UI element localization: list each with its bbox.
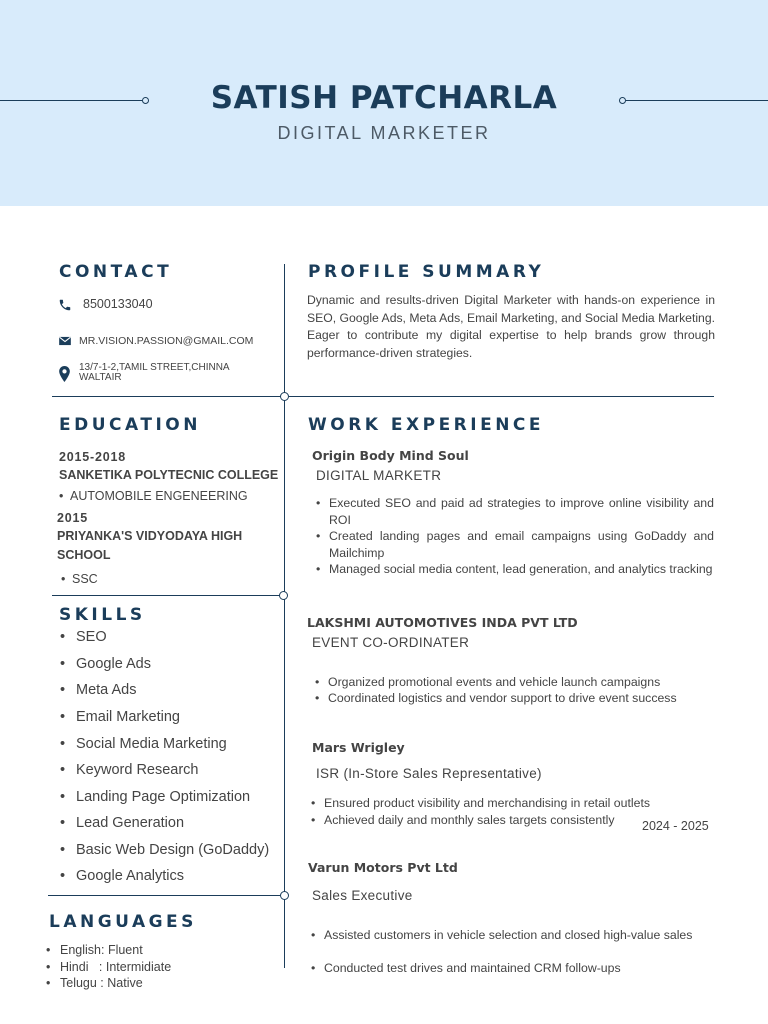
job-bullet: • Coordinated logistics and vendor support to drive event success	[328, 690, 718, 707]
column-divider	[284, 264, 285, 968]
job-dates: 2024 - 2025	[642, 819, 709, 833]
job-role: Sales Executive	[312, 888, 413, 903]
job-role: DIGITAL MARKETR	[316, 468, 442, 483]
job-bullet: • Created landing pages and email campaigns using GoDaddy and Mailchimp	[329, 528, 714, 561]
education-institution: PRIYANKA'S VIDYODAYA HIGH	[57, 529, 243, 543]
skill-item: • SEO	[76, 629, 107, 645]
envelope-icon	[58, 334, 72, 348]
language-item: • Telugu : Native	[60, 976, 143, 990]
skill-item: • Google Analytics	[76, 868, 184, 884]
job-bullet: • Conducted test drives and maintained CRM follow-ups	[324, 960, 709, 977]
job-bullet: • Organized promotional events and vehicle launch campaigns	[328, 674, 718, 691]
work-experience-heading: WORK EXPERIENCE	[308, 415, 544, 435]
job-role: ISR (In-Store Sales Representative)	[316, 766, 542, 781]
left-divider-contact	[52, 396, 284, 397]
job-company: LAKSHMI AUTOMOTIVES INDA PVT LTD	[307, 615, 578, 630]
profile-summary-heading: PROFILE SUMMARY	[308, 262, 544, 282]
contact-address-line2: WALTAIR	[79, 372, 122, 383]
job-company: Mars Wrigley	[312, 740, 405, 755]
contact-heading: CONTACT	[59, 262, 172, 282]
education-detail: • SSC	[72, 572, 98, 586]
job-role: EVENT CO-ORDINATER	[312, 635, 470, 650]
contact-address-line1: 13/7-1-2,TAMIL STREET,CHINNA	[79, 362, 230, 373]
candidate-title: DIGITAL MARKETER	[277, 123, 491, 143]
divider-node	[279, 591, 288, 600]
education-detail: • AUTOMOBILE ENGENEERING	[70, 489, 248, 503]
skills-heading: SKILLS	[59, 605, 146, 625]
job-company: Origin Body Mind Soul	[312, 448, 469, 463]
contact-phone[interactable]: 8500133040	[83, 297, 153, 311]
skill-item: • Social Media Marketing	[76, 736, 227, 752]
job-bullet: • Achieved daily and monthly sales targets consistently	[324, 812, 644, 829]
job-bullet: • Ensured product visibility and merchandising in retail outlets	[324, 795, 704, 812]
language-item: • Hindi : Intermidiate	[60, 960, 171, 974]
skill-item: • Email Marketing	[76, 709, 180, 725]
divider-node	[280, 891, 289, 900]
contact-email[interactable]: MR.VISION.PASSION@GMAIL.COM	[79, 335, 254, 347]
education-years: 2015	[57, 511, 89, 525]
job-bullet: • Executed SEO and paid ad strategies to improve online visibility and ROI	[329, 495, 714, 528]
skill-item: • Meta Ads	[76, 682, 136, 698]
left-divider-education	[52, 595, 280, 596]
map-pin-icon	[58, 366, 71, 382]
skill-item: • Google Ads	[76, 656, 151, 672]
skill-item: • Basic Web Design (GoDaddy)	[76, 842, 269, 858]
job-company: Varun Motors Pvt Ltd	[308, 860, 458, 875]
divider-node	[280, 392, 289, 401]
candidate-name: SATISH PATCHARLA	[210, 80, 558, 116]
education-institution: SCHOOL	[57, 548, 111, 562]
language-item: • English: Fluent	[60, 943, 143, 957]
languages-heading: LANGUAGES	[49, 912, 197, 932]
job-bullet: • Managed social media content, lead generation, and analytics tracking	[329, 561, 714, 578]
education-heading: EDUCATION	[59, 415, 201, 435]
profile-summary-text: Dynamic and results-driven Digital Marketer with hands-on experience in SEO, Google Ads, Meta Ads, Email Marketing, and Social Media Marketing. Eager to contribute my digital expertise to help brands grow through performance-driven strategies.	[307, 293, 715, 360]
phone-icon	[58, 298, 72, 312]
education-institution: SANKETIKA POLYTECNIC COLLEGE	[59, 468, 279, 482]
skill-item: • Lead Generation	[76, 815, 184, 831]
left-divider-skills	[48, 895, 280, 896]
skill-item: • Keyword Research	[76, 762, 199, 778]
job-bullet: • Assisted customers in vehicle selection and closed high-value sales	[324, 927, 709, 944]
education-years: 2015-2018	[59, 450, 126, 464]
skill-item: • Landing Page Optimization	[76, 789, 250, 805]
right-divider-summary	[289, 396, 714, 397]
